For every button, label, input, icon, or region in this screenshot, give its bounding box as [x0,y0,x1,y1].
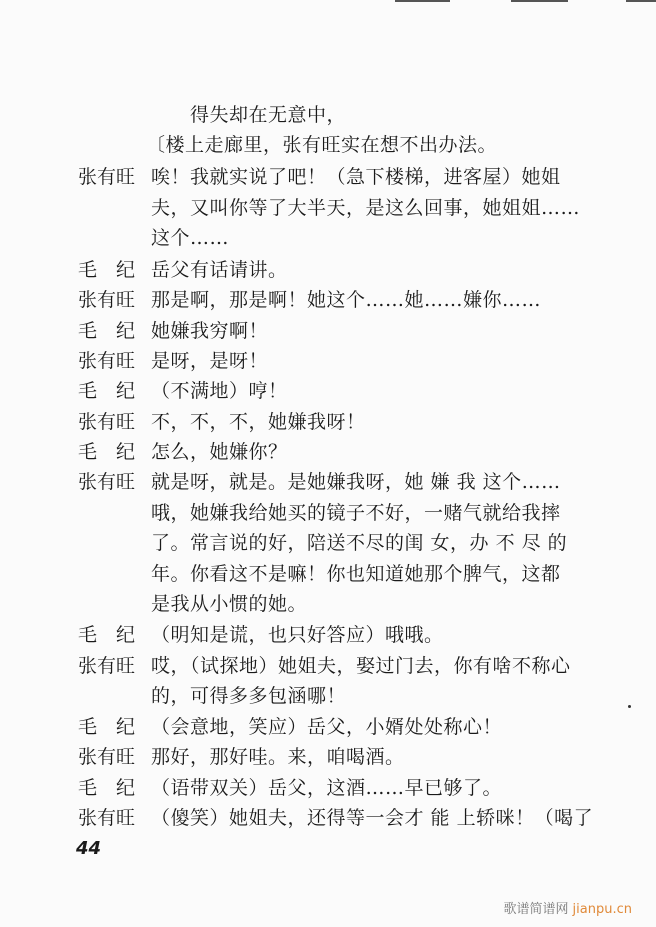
speaker-name: 张有旺 [78,350,136,372]
dialogue-line [0,620,656,650]
dialogue-continuation [0,528,656,558]
dialogue-text: （明知是谎，也只好答应）哦哦。 [151,624,444,646]
lyric-text: 得失却在无意中， [190,104,347,126]
dialogue-text: 夫，又叫你等了大半天，是这么回事，她姐姐…… [151,197,581,219]
dialogue-text: 哎，（试探地）她姐夫，娶过门去，你有啥不称心 [151,655,571,677]
dialogue-text: 岳父有话请讲。 [151,259,288,281]
dialogue-text: 这个…… [151,227,230,249]
dialogue-text: 唉！我就实说了吧！（急下楼梯，进客屋）她姐 [151,166,561,188]
dialogue-continuation [0,681,656,711]
dialogue-text: 怎么，她嫌你？ [151,441,288,463]
speaker-name: 张有旺 [78,411,136,433]
watermark [504,898,632,917]
dialogue-continuation [0,498,656,528]
dialogue-continuation [0,223,656,253]
speaker-name: 毛 纪 [78,716,136,738]
scan-speck [628,705,631,708]
speaker-name: 毛 纪 [78,624,136,646]
dialogue-text: 她嫌我穷啊！ [151,320,269,342]
page-number: 44 [76,838,102,859]
script-line [0,100,656,130]
dialogue-text: 不，不，不，她嫌我呀！ [151,411,366,433]
stage-direction-text: 〔楼上走廊里，张有旺实在想不出办法。 [146,134,498,156]
dialogue-line [0,437,656,467]
dialogue-continuation [0,559,656,589]
dialogue-line [0,467,656,497]
speaker-name: 毛 纪 [78,441,136,463]
dialogue-text: 了。常言说的好，陪送不尽的闺 女，办 不 尽 的 [151,532,568,554]
speaker-name: 毛 纪 [78,259,136,281]
speaker-name: 张有旺 [78,471,136,493]
dialogue-continuation [0,193,656,223]
speaker-name: 毛 纪 [78,777,136,799]
dialogue-text: 是我从小惯的她。 [151,593,308,615]
dialogue-text: 就是呀，就是。是她嫌我呀，她 嫌 我 这个…… [151,471,561,493]
stage-direction-line [0,130,656,160]
dialogue-text: （语带双关）岳父，这酒……早已够了。 [151,777,503,799]
speaker-name: 张有旺 [78,746,136,768]
watermark-site: 歌谱简谱网 [503,902,569,917]
speaker-name: 张有旺 [78,166,136,188]
dialogue-line [0,316,656,346]
dialogue-line [0,651,656,681]
dialogue-line [0,162,656,192]
dialogue-text: 那是啊，那是啊！她这个……她……嫌你…… [151,289,542,311]
dialogue-line [0,712,656,742]
dialogue-line [0,376,656,406]
scan-edge-mark [511,0,568,2]
dialogue-line [0,285,656,315]
dialogue-line [0,773,656,803]
dialogue-text: （傻笑）她姐夫，还得等一会才 能 上轿咪！（喝了 [151,807,594,829]
dialogue-continuation [0,589,656,619]
dialogue-text: （不满地）哼！ [151,380,288,402]
watermark-url: jianpu.cn [572,902,632,917]
dialogue-text: 哦，她嫌我给她买的镜子不好，一赌气就给我摔 [151,502,561,524]
scan-edge-mark [626,0,656,2]
speaker-name: 张有旺 [78,807,136,829]
dialogue-text: 年。你看这不是嘛！你也知道她那个脾气，这都 [151,563,561,585]
dialogue-line [0,255,656,285]
dialogue-line [0,742,656,772]
dialogue-line [0,803,656,833]
speaker-name: 毛 纪 [78,380,136,402]
scan-edge-mark [395,0,450,2]
dialogue-text: 是呀，是呀！ [151,350,269,372]
speaker-name: 张有旺 [78,655,136,677]
dialogue-line [0,407,656,437]
dialogue-text: 的，可得多多包涵哪！ [151,685,347,707]
speaker-name: 张有旺 [78,289,136,311]
dialogue-line [0,346,656,376]
speaker-name: 毛 纪 [78,320,136,342]
dialogue-text: （会意地，笑应）岳父，小婿处处称心！ [151,716,503,738]
dialogue-text: 那好，那好哇。来，咱喝酒。 [151,746,405,768]
